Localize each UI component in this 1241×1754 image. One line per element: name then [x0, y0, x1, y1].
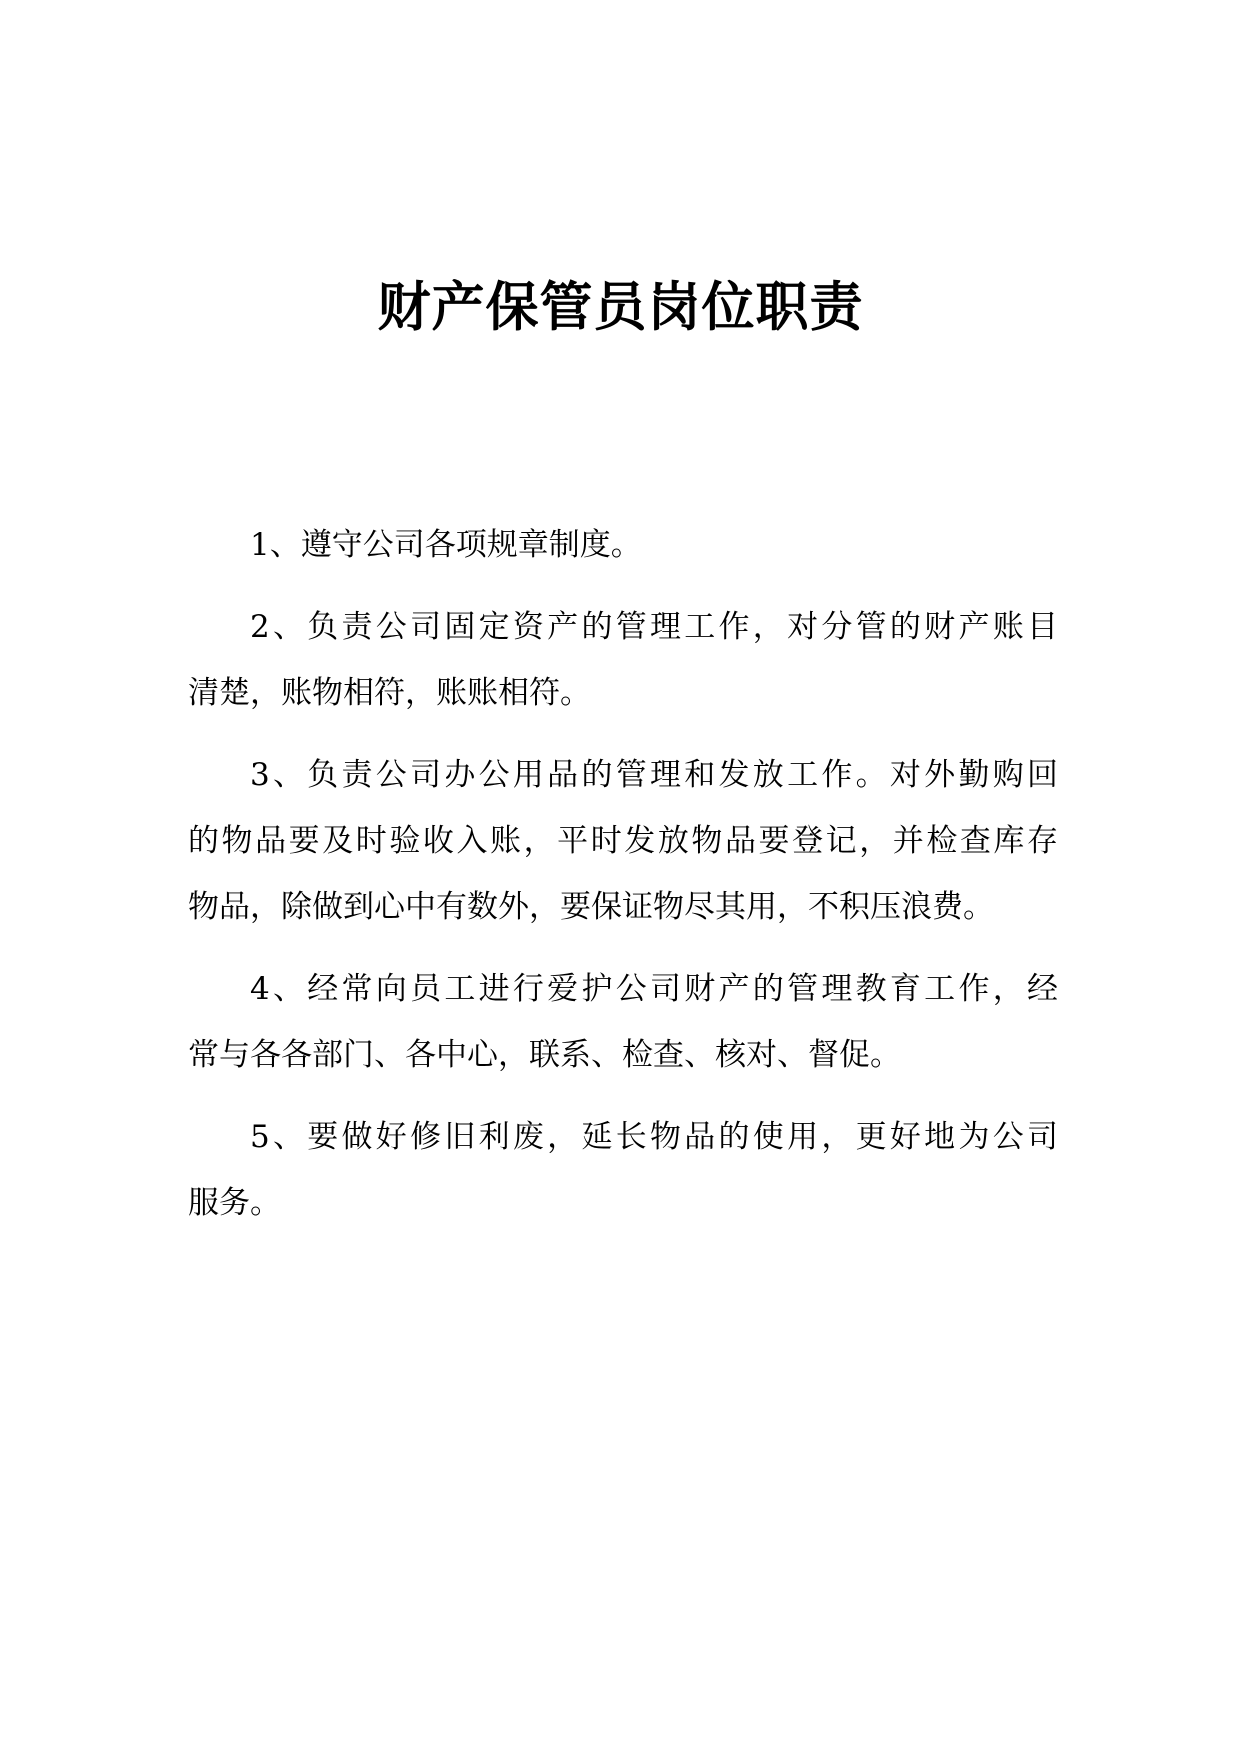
duty-item-2: [188, 594, 1058, 726]
duty-item-3-line-1: 3、负责公司办公用品的管理和发放工作。对外勤购回: [250, 757, 1058, 793]
duty-item-5-line-1: 5、要做好修旧利废，延长物品的使用，更好地为公司: [250, 1119, 1058, 1155]
duty-item-1: [188, 512, 1058, 578]
duty-item-5-line-2: 服务。: [188, 1185, 281, 1221]
duty-item-5: [188, 1104, 1058, 1236]
document-body: [188, 512, 1058, 1252]
duty-item-3-line-3: 物品，除做到心中有数外，要保证物尽其用，不积压浪费。: [188, 889, 994, 925]
page-title: 财产保管员岗位职责: [377, 277, 864, 338]
duty-item-4: [188, 956, 1058, 1088]
duty-item-3: [188, 742, 1058, 940]
duty-item-1-line-1: 1、遵守公司各项规章制度。: [250, 527, 642, 563]
duty-item-4-line-1: 4、经常向员工进行爱护公司财产的管理教育工作，经: [250, 971, 1058, 1007]
duty-item-3-line-2: 的物品要及时验收入账，平时发放物品要登记，并检查库存: [188, 823, 1058, 859]
duty-item-2-line-1: 2、负责公司固定资产的管理工作，对分管的财产账目: [250, 609, 1058, 645]
duty-item-2-line-2: 清楚，账物相符，账账相符。: [188, 675, 591, 711]
duty-item-4-line-2: 常与各各部门、各中心，联系、检查、核对、督促。: [188, 1037, 901, 1073]
